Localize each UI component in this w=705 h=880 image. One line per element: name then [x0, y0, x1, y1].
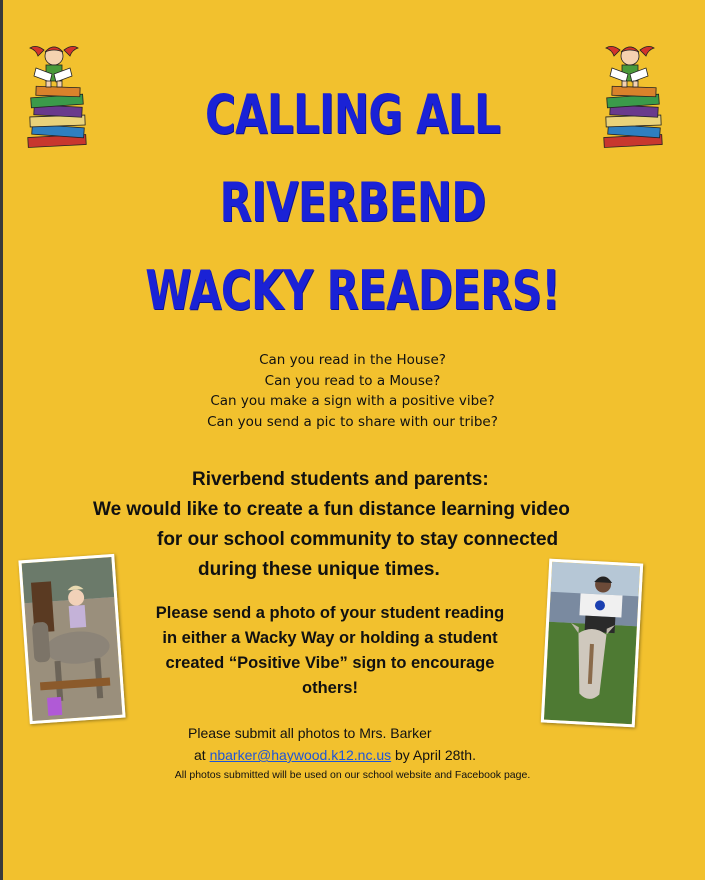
intro-line: for our school community to stay connected	[157, 529, 559, 550]
title-line-2: RIVERBEND	[219, 171, 486, 234]
request-line: Please send a photo of your student reading	[155, 604, 505, 622]
intro-line: during these unique times.	[198, 559, 440, 580]
rhyme-line: Can you read in the House?	[259, 352, 446, 368]
rhyme-line: Can you read to a Mouse?	[264, 372, 441, 389]
student-photo-right	[541, 559, 643, 728]
rhyme-line: Can you make a sign with a positive vibe?	[210, 393, 495, 409]
request-line: others!	[302, 679, 358, 697]
submit-at: at	[194, 747, 210, 763]
intro-line: Riverbend students and parents:	[192, 469, 489, 490]
page-border	[0, 0, 3, 880]
request-line: in either a Wacky Way or holding a student	[162, 629, 498, 647]
title-line-1: CALLING ALL	[204, 83, 501, 146]
student-photo-left	[18, 554, 125, 724]
submit-line: Please submit all photos to Mrs. Barker	[188, 725, 432, 741]
submit-email-line	[194, 744, 476, 766]
usage-note	[0, 769, 705, 781]
title-line-3: WACKY READERS!	[145, 259, 560, 322]
rhyme-line: Can you send a pic to share with our tribe?	[207, 413, 498, 430]
request-line: created “Positive Vibe” sign to encourage	[165, 654, 495, 672]
usage-note-text: All photos submitted will be used on our school website and Facebook page.	[174, 769, 531, 781]
email-link[interactable]: nbarker@haywood.k12.nc.us	[209, 747, 392, 763]
rhyme-block	[0, 350, 705, 432]
intro-line: We would like to create a fun distance learning video	[93, 499, 570, 520]
submit-deadline: by April 28th.	[391, 747, 476, 763]
